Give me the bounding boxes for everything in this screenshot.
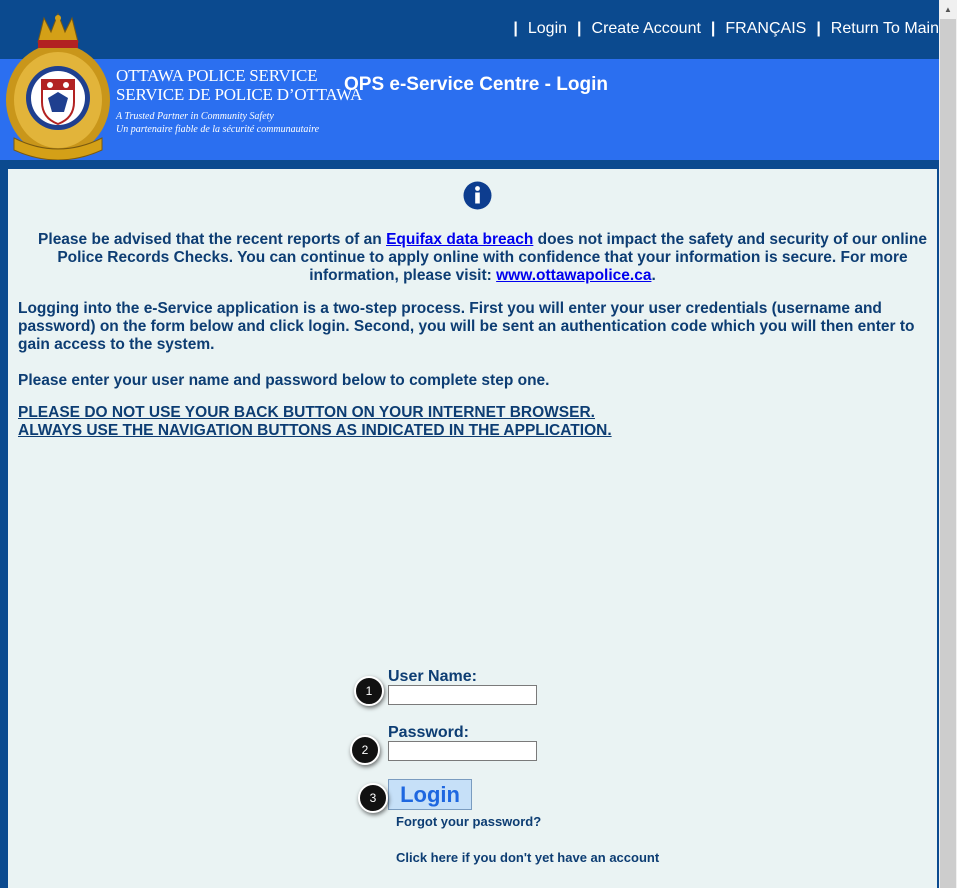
two-step-instructions: Logging into the e-Service application is a two-step process. First you will enter your user credentials (username and password) on the form below and click login. Second, you will be sent an authentication code which you will then enter to gain access to the system. <box>18 300 915 353</box>
username-label: User Name: <box>388 668 477 685</box>
forgot-password-link[interactable]: Forgot your password? <box>396 814 542 829</box>
notice-text: . <box>651 267 656 284</box>
nav-separator: | <box>816 20 821 37</box>
nav-francais-link[interactable]: FRANÇAIS <box>725 20 807 37</box>
warning-line-1: PLEASE DO NOT USE YOUR BACK BUTTON ON YOUR INTERNET BROWSER. <box>18 404 595 421</box>
scrollbar-thumb[interactable] <box>940 19 956 888</box>
organization-name <box>116 66 362 136</box>
nav-separator: | <box>513 20 518 37</box>
vertical-scrollbar[interactable] <box>939 0 957 888</box>
username-input[interactable] <box>388 685 537 705</box>
nav-separator: | <box>577 20 582 37</box>
warning-line-2: ALWAYS USE THE NAVIGATION BUTTONS AS INDICATED IN THE APPLICATION. <box>18 422 612 439</box>
top-navigation-bar <box>0 0 939 59</box>
step-marker-2: 2 <box>350 735 380 765</box>
tagline-french: Un partenaire fiable de la sécurité communautaire <box>116 124 320 135</box>
notice-text: Please be advised that the recent reports of an <box>38 231 387 248</box>
page-title: OPS e-Service Centre - Login <box>344 74 608 95</box>
step-one-instructions: Please enter your user name and password below to complete step one. <box>18 372 550 389</box>
nav-separator: | <box>710 20 716 37</box>
step-marker-3: 3 <box>358 783 388 813</box>
scroll-up-arrow-icon[interactable]: ▲ <box>944 4 952 14</box>
notice-text: does not impact the safety and security of our online Police Records Checks. You can continue to apply online with confidence that your information is secure. For more information, please visit: <box>57 231 927 284</box>
header-divider <box>0 160 939 169</box>
step-marker-1: 1 <box>354 676 384 706</box>
org-name-english: OTTAWA POLICE SERVICE <box>116 66 318 85</box>
password-label: Password: <box>388 724 469 741</box>
info-circle-icon <box>463 181 492 210</box>
nav-create-account-link[interactable]: Create Account <box>591 20 701 37</box>
ottawa-police-website-link[interactable]: www.ottawapolice.ca <box>496 267 652 284</box>
create-account-link[interactable]: Click here if you don't yet have an account <box>396 850 660 865</box>
main-content <box>8 169 937 888</box>
equifax-breach-link[interactable]: Equifax data breach <box>386 231 534 248</box>
org-name-french: SERVICE DE POLICE D’OTTAWA <box>116 85 363 104</box>
back-button-warning <box>18 404 612 440</box>
data-breach-notice <box>36 231 929 285</box>
nav-return-to-main-link[interactable]: Return To Main <box>830 20 939 37</box>
top-nav-links <box>503 20 939 38</box>
nav-login-link[interactable]: Login <box>527 20 568 37</box>
login-button[interactable]: Login <box>388 779 472 810</box>
tagline-english: A Trusted Partner in Community Safety <box>116 111 274 122</box>
police-crest-logo <box>4 10 112 160</box>
password-input[interactable] <box>388 741 537 761</box>
